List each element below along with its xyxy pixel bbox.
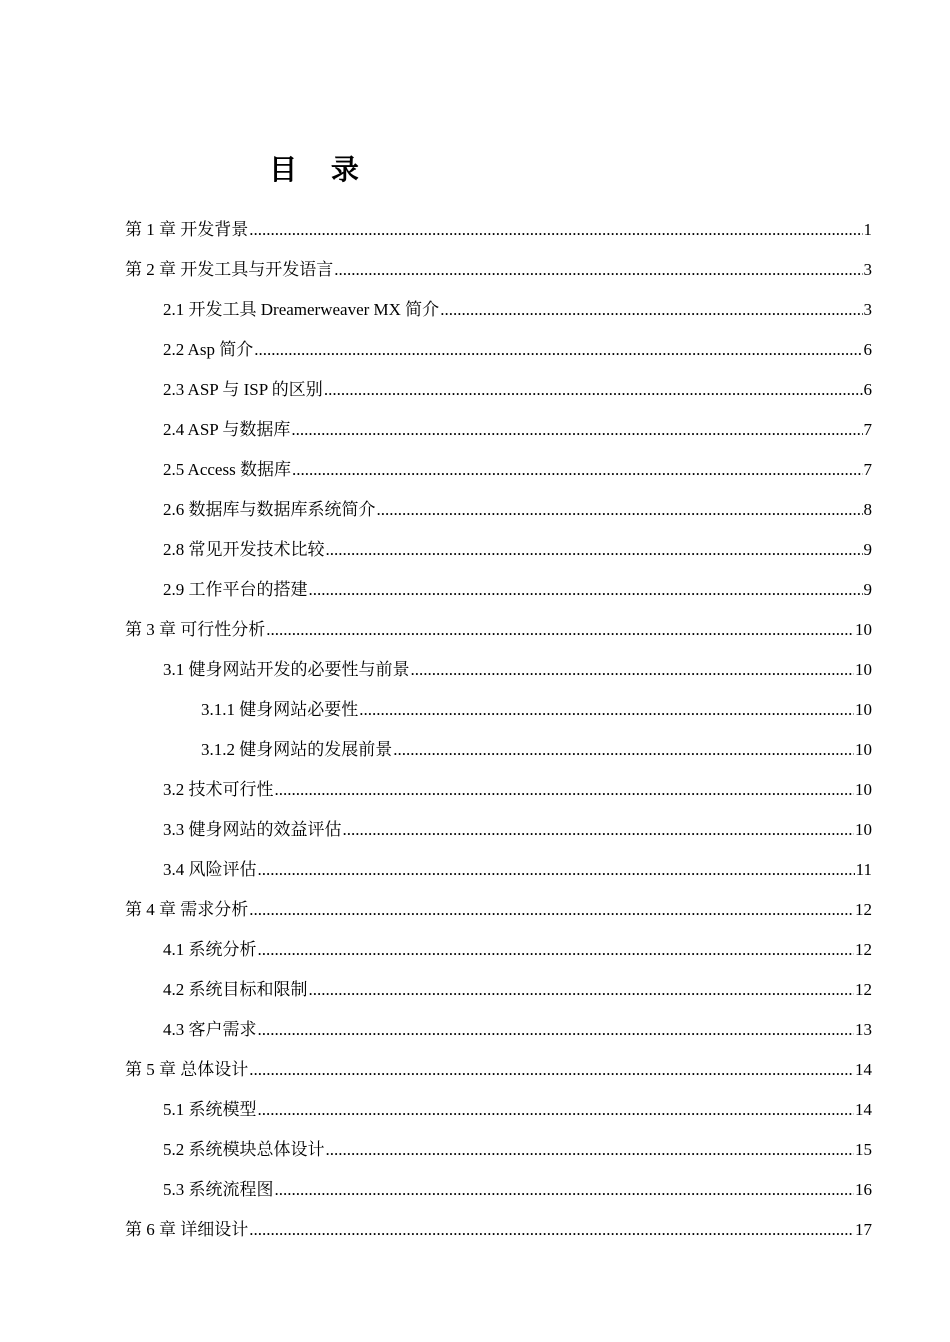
toc-entry-label: 4.3 客户需求 <box>163 1020 257 1039</box>
dot-leader <box>324 370 863 410</box>
toc-entry-page-number: 13 <box>855 1020 872 1039</box>
toc-entry[interactable] <box>163 650 872 690</box>
toc-entry-label: 第 6 章 详细设计 <box>125 1220 249 1239</box>
toc-entry-label: 第 5 章 总体设计 <box>125 1060 249 1079</box>
toc-entry-label: 3.1.1 健身网站必要性 <box>201 700 359 719</box>
toc-entry[interactable] <box>125 1210 872 1250</box>
dot-leader <box>411 650 855 690</box>
dot-leader <box>275 770 855 810</box>
toc-entry-page-number: 9 <box>863 540 872 559</box>
dot-leader <box>249 1210 854 1250</box>
toc-entry-label: 5.2 系统模块总体设计 <box>163 1140 325 1159</box>
dot-leader <box>359 690 854 730</box>
toc-entry[interactable] <box>163 1170 872 1210</box>
toc-entry[interactable] <box>163 970 872 1010</box>
toc-entry[interactable] <box>163 290 872 330</box>
toc-entry-label: 4.1 系统分析 <box>163 940 257 959</box>
toc-entry-page-number: 17 <box>855 1220 872 1239</box>
toc-entry-label: 3.4 风险评估 <box>163 860 257 879</box>
toc-entry-label: 2.9 工作平台的搭建 <box>163 580 308 599</box>
toc-entry-label: 第 1 章 开发背景 <box>125 220 249 239</box>
toc-entry[interactable] <box>125 250 872 290</box>
toc-entry-page-number: 12 <box>855 980 872 999</box>
toc-entry[interactable] <box>163 1130 872 1170</box>
dot-leader <box>309 570 863 610</box>
toc-entry-page-number: 14 <box>855 1100 872 1119</box>
toc-entry-label: 2.6 数据库与数据库系统简介 <box>163 500 376 519</box>
toc-entry-label: 第 4 章 需求分析 <box>125 900 249 919</box>
toc-entry-page-number: 10 <box>855 780 872 799</box>
toc-entry-page-number: 7 <box>863 460 872 479</box>
toc-entry[interactable] <box>163 370 872 410</box>
dot-leader <box>249 210 862 250</box>
dot-leader <box>258 1010 855 1050</box>
toc-entry[interactable] <box>201 730 872 770</box>
dot-leader <box>258 850 855 890</box>
dot-leader <box>291 410 862 450</box>
toc-entry-label: 2.5 Access 数据库 <box>163 460 291 479</box>
toc-entry-label: 2.1 开发工具 Dreamerweaver MX 简介 <box>163 300 440 319</box>
toc-entry-label: 5.1 系统模型 <box>163 1100 257 1119</box>
toc-entry[interactable] <box>125 610 872 650</box>
toc-entry-page-number: 10 <box>855 620 872 639</box>
toc-entry[interactable] <box>125 210 872 250</box>
toc-entry-page-number: 3 <box>863 300 872 319</box>
dot-leader <box>249 890 854 930</box>
toc-entry[interactable] <box>201 690 872 730</box>
toc-entry[interactable] <box>163 450 872 490</box>
dot-leader <box>326 530 863 570</box>
toc-entry-page-number: 3 <box>863 260 872 279</box>
toc-entry[interactable] <box>125 890 872 930</box>
toc-entry[interactable] <box>163 770 872 810</box>
toc-entry[interactable] <box>163 930 872 970</box>
dot-leader <box>343 810 855 850</box>
toc-entry[interactable] <box>125 1050 872 1090</box>
dot-leader <box>393 730 854 770</box>
toc-entry[interactable] <box>163 330 872 370</box>
toc-entry-page-number: 6 <box>863 380 872 399</box>
toc-entry[interactable] <box>163 410 872 450</box>
dot-leader <box>377 490 863 530</box>
toc-entry[interactable] <box>163 570 872 610</box>
toc-entry-label: 3.3 健身网站的效益评估 <box>163 820 342 839</box>
toc-entry-label: 2.8 常见开发技术比较 <box>163 540 325 559</box>
toc-entry-page-number: 10 <box>855 740 872 759</box>
toc-entry-page-number: 6 <box>863 340 872 359</box>
toc-entry-label: 2.4 ASP 与数据库 <box>163 420 291 439</box>
dot-leader <box>440 290 862 330</box>
dot-leader <box>266 610 854 650</box>
toc-entry-label: 3.1.2 健身网站的发展前景 <box>201 740 393 759</box>
toc-entry-page-number: 7 <box>863 420 872 439</box>
dot-leader <box>258 930 855 970</box>
toc-entry-label: 第 2 章 开发工具与开发语言 <box>125 260 334 279</box>
toc-entry-page-number: 10 <box>855 700 872 719</box>
toc-entry-page-number: 12 <box>855 940 872 959</box>
dot-leader <box>258 1090 855 1130</box>
dot-leader <box>326 1130 855 1170</box>
toc-entry[interactable] <box>163 1010 872 1050</box>
dot-leader <box>309 970 855 1010</box>
dot-leader <box>254 330 862 370</box>
toc-entry-label: 2.3 ASP 与 ISP 的区别 <box>163 380 323 399</box>
toc-entry-label: 4.2 系统目标和限制 <box>163 980 308 999</box>
toc-entry-page-number: 10 <box>855 660 872 679</box>
toc-entry-page-number: 1 <box>863 220 872 239</box>
toc-entry[interactable] <box>163 850 872 890</box>
dot-leader <box>249 1050 854 1090</box>
toc-entry-page-number: 15 <box>855 1140 872 1159</box>
toc-entry[interactable] <box>163 490 872 530</box>
dot-leader <box>275 1170 855 1210</box>
page-title: 目 录 <box>269 153 371 186</box>
dot-leader <box>334 250 862 290</box>
toc-entry-page-number: 16 <box>855 1180 872 1199</box>
toc-entry-label: 3.2 技术可行性 <box>163 780 274 799</box>
toc-entry-page-number: 14 <box>855 1060 872 1079</box>
toc-entry[interactable] <box>163 810 872 850</box>
toc-entry-page-number: 8 <box>863 500 872 519</box>
toc-entry-page-number: 12 <box>855 900 872 919</box>
toc-entry-label: 第 3 章 可行性分析 <box>125 620 266 639</box>
toc-entry-label: 3.1 健身网站开发的必要性与前景 <box>163 660 410 679</box>
toc-entry-page-number: 11 <box>855 860 872 879</box>
toc-entry-label: 5.3 系统流程图 <box>163 1180 274 1199</box>
toc-entry[interactable] <box>163 1090 872 1130</box>
toc-entry-page-number: 9 <box>863 580 872 599</box>
toc-entry[interactable] <box>163 530 872 570</box>
toc-entry-label: 2.2 Asp 简介 <box>163 340 254 359</box>
dot-leader <box>292 450 863 490</box>
toc-entry-page-number: 10 <box>855 820 872 839</box>
